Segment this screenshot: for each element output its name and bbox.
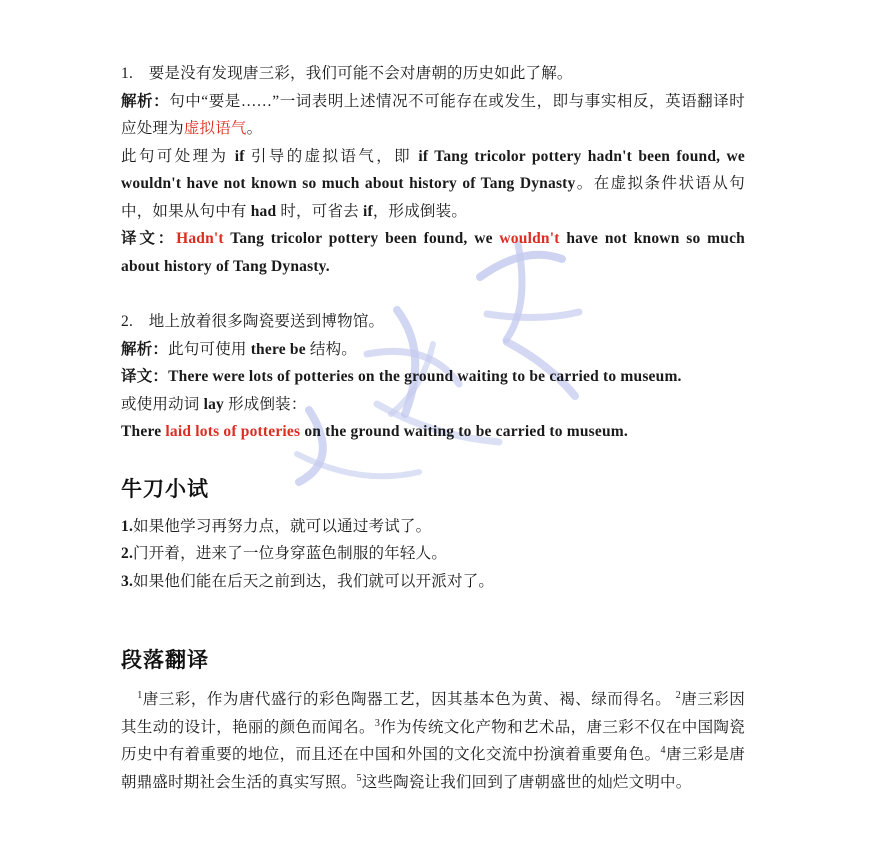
q2-analysis: 解析：此句可使用 there be 结构。 (121, 340, 357, 358)
q1-sentence: 1. 要是没有发现唐三彩，我们可能不会对唐朝的历史如此了解。 (121, 65, 573, 82)
practice-heading: 牛刀小试 (121, 476, 209, 501)
practice-item-3: 3.如果他们能在后天之前到达，我们就可以开派对了。 (121, 572, 495, 590)
practice-item-2: 2.门开着，进来了一位身穿蓝色制服的年轻人。 (121, 545, 448, 562)
q2-sentence: 2. 地上放着很多陶瓷要送到博物馆。 (121, 313, 385, 330)
q2-alt-intro: 或使用动词 lay 形成倒装： (121, 395, 307, 413)
spacer (121, 280, 745, 308)
q1-analysis: 解析：句中“要是……”一词表明上述情况不可能存在或发生，即与事实相反，英语翻译时应处理为虚拟语气。 (121, 92, 745, 137)
practice-list (121, 513, 745, 596)
q1-translation: 译文：Hadn't Tang tricolor pottery been found, we wouldn't have not known so much about history of Tang Dynasty. (121, 230, 745, 275)
passage-heading: 段落翻译 (121, 648, 209, 672)
practice-item-1: 1.如果他学习再努力点，就可以通过考试了。 (121, 517, 432, 535)
q2-alt-sentence: There laid lots of potteries on the ground waiting to be carried to museum. (121, 423, 628, 440)
q2-translation: 译文：There were lots of potteries on the ground waiting to be carried to museum. (121, 368, 682, 385)
passage-paragraph: $^1$唐三彩，作为唐代盛行的彩色陶器工艺，因其基本色为黄、褐、绿而得名。 $^2$唐三彩因其生动的设计，艳丽的颜色而闻名。$^3$作为传统文化产物和艺术品，唐三彩不仅在中国陶瓷历史中有着重要的地位，而且还在中国和外国的文化交流中扮演着重要角色。$^4$唐三彩是唐朝鼎盛时期社会生活的真实写照。$^5$这些陶瓷让我们回到了唐朝盛世的灿烂文明中。 (121, 689, 746, 791)
q1-explanation: 此句可处理为 if 引导的虚拟语气，即 if Tang tricolor pottery hadn't been found, we wouldn't have not known so much about history of Tang Dynasty。在虚拟条件状语从句中，如果从句中有 had 时，可省去 if，形成倒装。 (121, 147, 746, 220)
document-content (121, 60, 745, 796)
